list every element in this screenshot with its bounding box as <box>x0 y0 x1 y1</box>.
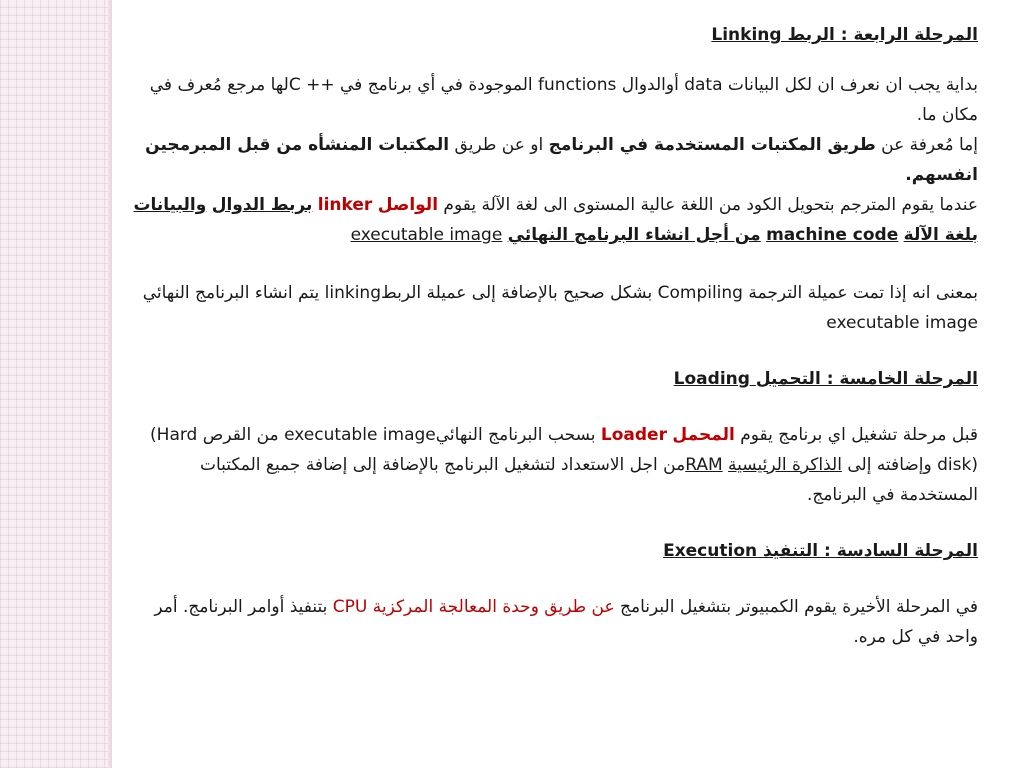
heading-english: Execution <box>663 541 758 561</box>
loading-paragraph-1: قبل مرحلة تشغيل اي برنامج يقوم المحمل Loader بسحب البرنامج النهائيexecutable image من القرص (Hard disk) وإضافته إلى الذاكرة الرئيسية RAMمن اجل الاستعداد لتشغيل البرنامج بالإضافة إلى إضافة جميع المكتبات المستخدمة في البرنامج. <box>150 425 978 505</box>
side-decorative-pattern <box>0 0 112 768</box>
linking-paragraph-1: بداية يجب ان نعرف ان لكل البيانات data أوالدوال functions الموجودة في أي برنامج في C ++لها مرجع مُعرف في مكان ما. <box>149 75 978 125</box>
linking-paragraph-3: عندما يقوم المترجم بتحويل الكود من اللغة عالية المستوى الى لغة الآلة يقوم الواصل linker بربط الدوال والبيانات بلغة الآلة machine code من أجل انشاء البرنامج النهائي executable image <box>133 195 978 245</box>
heading-arabic: المرحلة الرابعة : الربط <box>787 25 978 45</box>
execution-paragraph-1: في المرحلة الأخيرة يقوم الكمبيوتر بتشغيل البرنامج عن طريق وحدة المعالجة المركزية CPU بتنفيذ أوامر البرنامج. أمر واحد في كل مره. <box>154 597 978 647</box>
section-execution-heading <box>130 538 978 564</box>
linking-paragraph-2: إما مُعرفة عن طريق المكتبات المستخدمة في البرنامج او عن طريق المكتبات المنشأه من قبل المبرمجين انفسهم. <box>145 135 978 185</box>
document-body <box>130 22 978 652</box>
section-loading-heading <box>130 366 978 392</box>
heading-arabic: المرحلة السادسة : التنفيذ <box>763 541 978 561</box>
linking-paragraph-4: بمعنى انه إذا تمت عميلة الترجمة Compiling بشكل صحيح بالإضافة إلى عميلة الربطlinking يتم انشاء البرنامج النهائي executable image <box>142 283 978 333</box>
heading-english: Loading <box>673 369 750 389</box>
heading-arabic: المرحلة الخامسة : التحميل <box>755 369 978 389</box>
section-linking-heading <box>130 22 978 48</box>
heading-english: Linking <box>711 25 782 45</box>
